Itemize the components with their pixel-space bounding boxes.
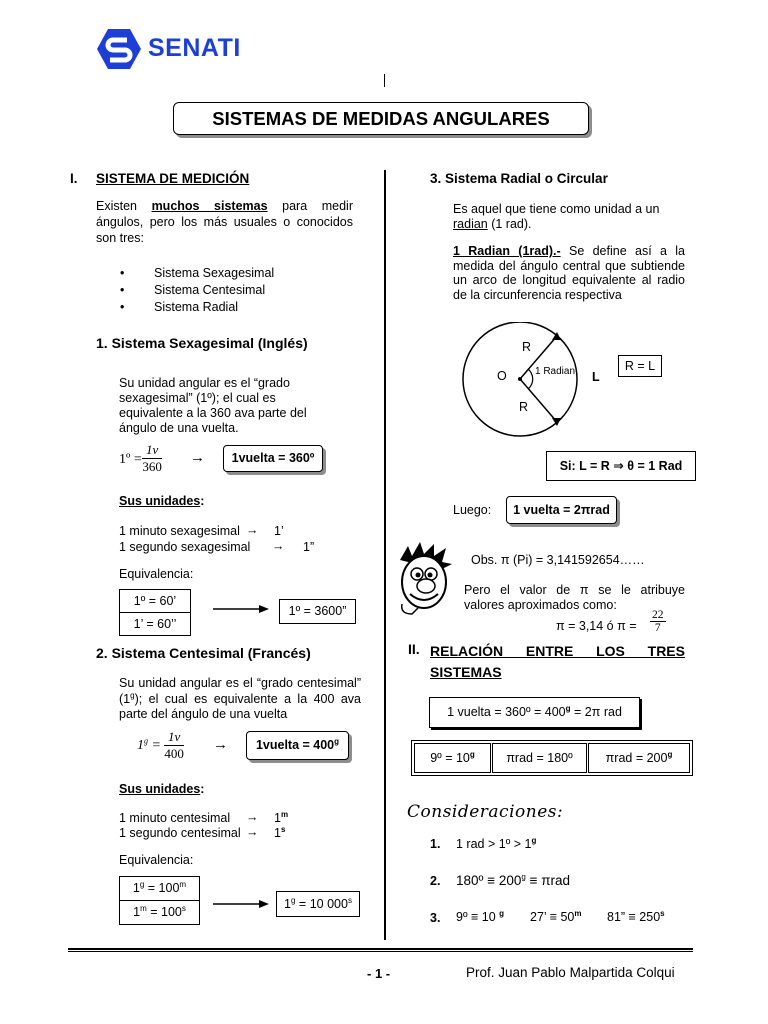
footer-author: Prof. Juan Pablo Malpartida Colqui <box>466 965 675 980</box>
pi-approx-text: Pero el valor de π se le atribuye valores aproximados como: <box>464 583 685 612</box>
luego-label: Luego: <box>453 503 492 517</box>
relation-box: 1 vuelta = 360º = $400^g = 2\pi$ rad <box>429 697 640 728</box>
centesimal-heading: 2. Sistema Centesimal (Francés) <box>96 645 311 661</box>
thinking-face-icon <box>396 542 454 620</box>
section1-intro: Existen muchos sistemas para medir ángulos, pero los más usuales o conocidos son tres: <box>96 199 353 245</box>
relation-eq-1: 9º = $10^g$ <box>414 743 491 773</box>
centesimal-equiv-label: Equivalencia: <box>119 853 194 867</box>
relation-eq-2: πrad = 180º <box>492 743 587 773</box>
sexagesimal-arrow: → <box>190 449 205 466</box>
sexagesimal-equiv-label: Equivalencia: <box>119 567 194 581</box>
centesimal-formula-lhs: 1$^g$ = <box>137 736 161 753</box>
sexagesimal-equiv-1: 1º = 60’ <box>119 589 191 613</box>
sexagesimal-equiv-result: 1º = 3600” <box>279 599 356 624</box>
consideracion-3-number: 3. <box>430 911 441 925</box>
section1-heading: SISTEMA DE MEDICIÓN <box>96 171 250 186</box>
centesimal-unit-second-arrow: → <box>246 825 259 839</box>
centesimal-equiv-result: $1^g = 10$ 000$^s$ <box>276 891 360 917</box>
bullet-centesimal: • Sistema Centesimal <box>154 283 265 297</box>
centesimal-equiv-arrow <box>213 898 269 912</box>
sexagesimal-unit-minute-val: 1’ <box>274 524 284 538</box>
centesimal-result: 1vuelta = $400^g$ <box>246 731 349 760</box>
radial-heading: 3. Sistema Radial o Circular <box>430 171 608 186</box>
sexagesimal-units-label: Sus unidades: <box>119 494 205 508</box>
header-tick <box>384 74 385 87</box>
bullet-sexagesimal: • Sistema Sexagesimal <box>154 266 274 280</box>
arc-label: L <box>592 370 600 384</box>
angle-label: 1 Radian <box>535 366 576 377</box>
consideraciones-heading: Consideraciones: <box>407 802 564 822</box>
centesimal-equiv-2: $1^m = 100^s$ <box>119 900 200 925</box>
sexagesimal-unit-second-arrow: → <box>272 539 285 553</box>
radian-definition: 1 Radian (1rad).- Se define así a la medida del ángulo central que subtiende un arco de longitud equivalente al radio de la circunferencia respectiva <box>453 244 685 302</box>
sexagesimal-unit-second: 1 segundo sexagesimal <box>119 540 251 554</box>
sexagesimal-fraction: $\frac{1v}{360}$ <box>142 442 162 474</box>
sexagesimal-unit-minute: 1 minuto sexagesimal <box>119 524 240 538</box>
centesimal-unit-minute: 1 minuto centesimal <box>119 811 231 825</box>
consideracion-3b: 27’ ≡ $50^m$ <box>530 908 582 924</box>
pi-fraction: $\frac{22}{7}$ <box>652 609 664 634</box>
column-divider <box>384 170 386 940</box>
sexagesimal-equiv-2: 1’ = 60’’ <box>119 612 191 636</box>
sexagesimal-result: 1vuelta = 360º <box>223 445 323 472</box>
sexagesimal-heading: 1. Sistema Sexagesimal (Inglés) <box>96 335 308 351</box>
radius-label-bottom: R <box>519 400 529 414</box>
senati-logo <box>96 28 142 70</box>
page-number: - 1 - <box>367 966 391 981</box>
centesimal-units-label: Sus unidades: <box>119 782 205 796</box>
centesimal-fraction: $\frac{1v}{400}$ <box>164 729 184 761</box>
radial-desc: Es aquel que tiene como unidad a un radian (1 rad). <box>453 202 660 231</box>
sexagesimal-unit-minute-arrow: → <box>246 523 259 537</box>
centesimal-arrow: → <box>213 736 228 753</box>
consideracion-1: 1 rad > 1º > $1^g$ <box>456 835 537 851</box>
consideracion-3c: 81” ≡ $250^s$ <box>607 908 665 924</box>
sexagesimal-desc: Su unidad angular es el “grado sexagesimal” (1º); el cual es equivalente a la 360 ava parte del ángulo de una vuelta. <box>119 376 307 435</box>
section1-roman: I. <box>70 171 78 186</box>
centesimal-equiv-1: $1^g = 100^m$ <box>119 876 200 901</box>
bullet-radial: • Sistema Radial <box>154 300 238 314</box>
radian-condition: Si: L = R ⇒ θ = 1 Rad <box>546 451 696 481</box>
r-equals-l-box: R = L <box>618 355 662 377</box>
centesimal-unit-second-val: 1$^s$ <box>274 824 286 840</box>
brand-name: SENATI <box>148 34 241 62</box>
section2-roman: II. <box>408 641 420 657</box>
consideracion-1-number: 1. <box>430 837 441 851</box>
pi-approx-values: π = 3,14 ó π = <box>556 619 637 633</box>
center-label: O <box>497 369 507 383</box>
sexagesimal-formula-lhs: 1º = <box>119 452 142 467</box>
radian-diagram <box>455 322 585 437</box>
radius-label-top: R <box>522 340 532 354</box>
consideracion-2-number: 2. <box>430 874 441 888</box>
sexagesimal-unit-second-val: 1” <box>303 540 315 554</box>
centesimal-unit-second: 1 segundo centesimal <box>119 826 241 840</box>
page-title: SISTEMAS DE MEDIDAS ANGULARES <box>173 102 589 135</box>
footer-rule <box>68 948 693 952</box>
pi-observation: Obs. π (Pi) = 3,141592654…… <box>471 553 645 567</box>
relation-eq-3: $\pi rad = 200^g$ <box>588 743 690 773</box>
radian-vuelta-result: 1 vuelta = 2πrad <box>506 496 617 524</box>
sexagesimal-equiv-arrow <box>213 603 269 617</box>
centesimal-unit-minute-arrow: → <box>246 810 259 824</box>
consideracion-2: 180º ≡ $200^g \equiv \pi rad$ <box>456 872 571 888</box>
centesimal-desc: Su unidad angular es el “grado centesimal” (1$^g$); el cual es equivalente a la 400 ava parte del ángulo de una vuelta <box>119 676 361 721</box>
centesimal-unit-minute-val: 1$^m$ <box>274 809 289 825</box>
consideracion-3a: 9º ≡ 10 $^g$ <box>456 908 505 924</box>
section2-heading: RELACIÓN ENTRE LOS TRES SISTEMAS <box>430 643 685 680</box>
